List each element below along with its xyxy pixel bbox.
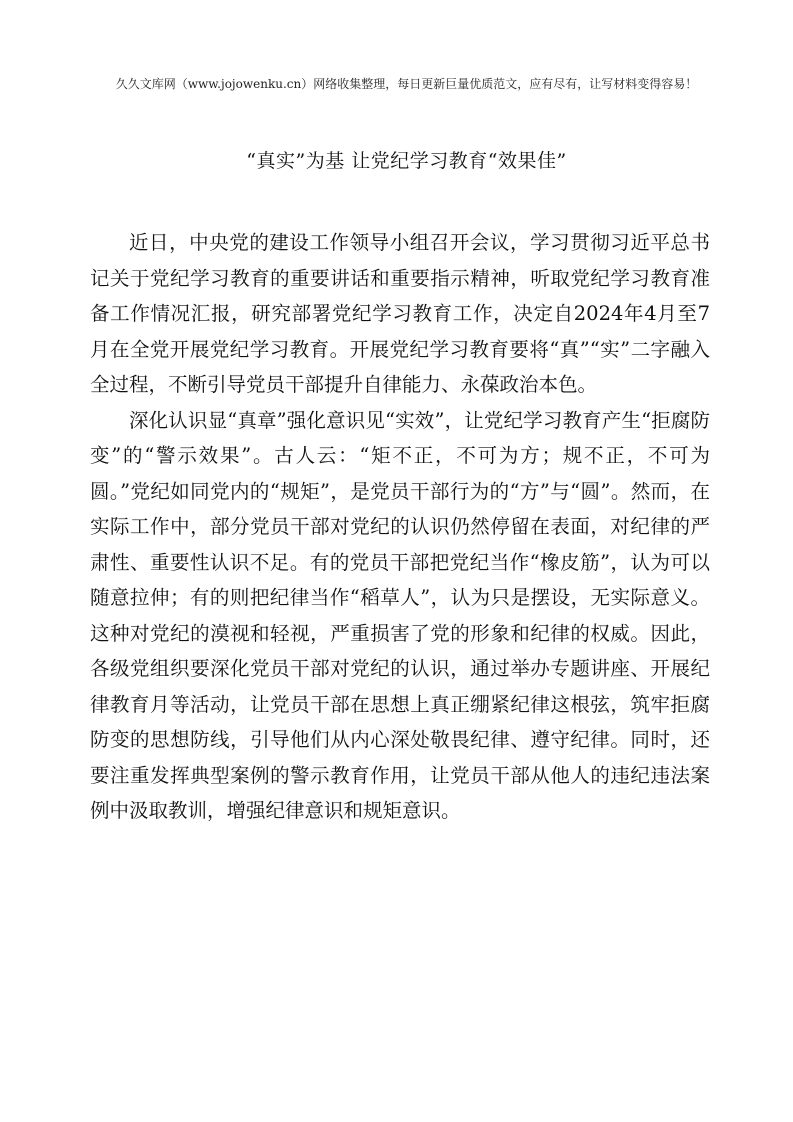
article-title: “真实”为基 让党纪学习教育“效果佳” [246, 150, 567, 172]
site-header-note: 久久文库网（www.jojowenku.cn）网络收集整理，每日更新巨量优质范文，应有尽有，让写材料变得容易！ [115, 77, 698, 91]
article-body [90, 225, 710, 829]
paragraph-2: 深化认识显“真章”强化意识见“实效”，让党纪学习教育产生“拒腐防变”的“警示效果”。古人云：“矩不正，不可为方；规不正，不可为圆。”党纪如同党内的“规矩”，是党员干部行为的“方”与“圆”。然而，在实际工作中，部分党员干部对党纪的认识仍然停留在表面，对纪律的严肃性、重要性认识不足。有的党员干部把党纪当作“橡皮筋”，认为可以随意拉伸；有的则把纪律当作“稻草人”，认为只是摆设，无实际意义。这种对党纪的漠视和轻视，严重损害了党的形象和纪律的权威。因此，各级党组织要深化党员干部对党纪的认识，通过举办专题讲座、开展纪律教育月等活动，让党员干部在思想上真正绷紧纪律这根弦，筑牢拒腐防变的思想防线，引导他们从内心深处敬畏纪律、遵守纪律。同时，还要注重发挥典型案例的警示教育作用，让党员干部从他人的违纪违法案例中汲取教训，增强纪律意识和规矩意识。 [90, 408, 710, 822]
paragraph-1: 近日，中央党的建设工作领导小组召开会议，学习贯彻习近平总书记关于党纪学习教育的重要讲话和重要指示精神，听取党纪学习教育准备工作情况汇报，研究部署党纪学习教育工作，决定自2024年4月至7月在全党开展党纪学习教育。开展党纪学习教育要将“真”“实”二字融入全过程，不断引导党员干部提升自律能力、永葆政治本色。 [90, 231, 710, 396]
